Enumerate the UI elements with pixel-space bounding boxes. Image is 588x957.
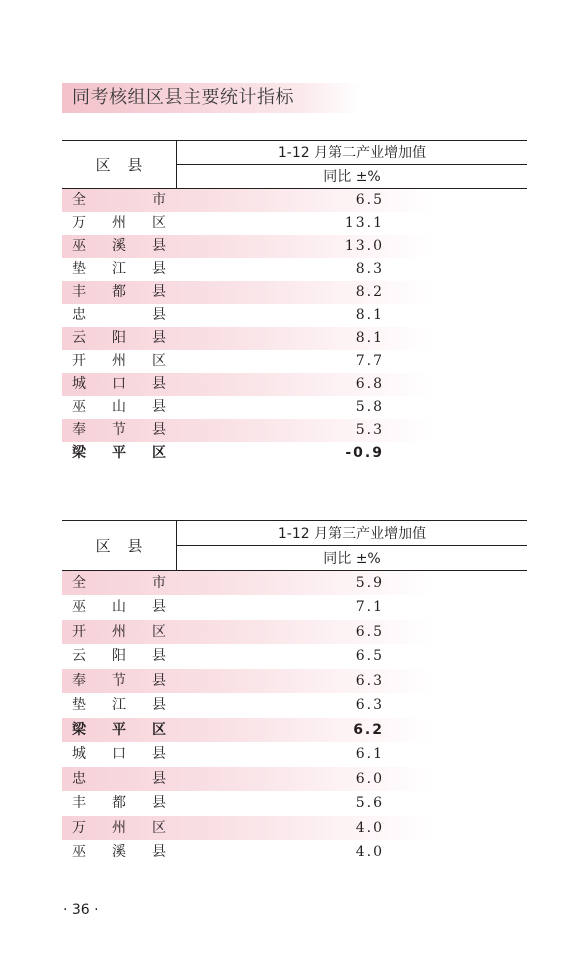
growth-rate-value: 8.1 xyxy=(355,306,384,323)
district-name: 巫 溪 县 xyxy=(72,844,166,860)
growth-rate-value: 6.2 xyxy=(353,721,384,738)
growth-rate-value: 4.0 xyxy=(355,844,384,860)
district-name: 丰 都 县 xyxy=(72,283,166,300)
secondary-industry-table xyxy=(62,140,527,465)
table-row xyxy=(62,350,527,373)
growth-rate-value: 4.0 xyxy=(355,819,384,836)
table-row xyxy=(62,693,527,718)
district-name: 奉 节 县 xyxy=(72,672,166,689)
district-name: 全 市 xyxy=(72,191,166,208)
unit-column-header: 同比 ±% xyxy=(323,550,381,567)
metric-header-group xyxy=(177,521,527,570)
district-name: 万 州 区 xyxy=(72,819,166,836)
district-name: 巫 溪 县 xyxy=(72,237,166,254)
growth-rate-value: 6.3 xyxy=(355,697,384,713)
table-row xyxy=(62,791,527,816)
table-row xyxy=(62,373,527,396)
district-name: 云 阳 县 xyxy=(72,648,166,664)
growth-rate-value: 5.3 xyxy=(355,421,384,438)
table-header xyxy=(62,520,527,571)
table-row xyxy=(62,767,527,792)
growth-rate-value: 8.2 xyxy=(355,283,384,300)
growth-rate-value: 13.0 xyxy=(344,237,384,254)
district-name: 丰 都 县 xyxy=(72,795,166,811)
district-name: 全 市 xyxy=(72,574,166,591)
district-name: 巫 山 县 xyxy=(72,599,166,615)
table-header xyxy=(62,140,527,189)
table-row xyxy=(62,304,527,327)
table-row xyxy=(62,669,527,694)
metric-column-header: 1-12 月第三产业增加值 xyxy=(177,521,527,546)
table-row xyxy=(62,419,527,442)
growth-rate-value: 5.9 xyxy=(355,574,384,591)
growth-rate-value: 5.6 xyxy=(355,795,384,811)
table-row xyxy=(62,258,527,281)
growth-rate-value: 8.1 xyxy=(355,329,384,346)
district-name: 忠 县 xyxy=(72,770,166,787)
district-name: 垫 江 县 xyxy=(72,260,166,277)
table-body xyxy=(62,189,527,465)
table-row xyxy=(62,742,527,767)
section-title-band xyxy=(62,83,360,113)
table-row xyxy=(62,396,527,419)
district-name: 垫 江 县 xyxy=(72,697,166,713)
unit-column-header: 同比 ±% xyxy=(323,169,381,186)
table-row xyxy=(62,571,527,596)
section-title: 同考核组区县主要统计指标 xyxy=(72,87,294,108)
metric-header-group xyxy=(177,141,527,188)
table-row xyxy=(62,189,527,212)
table-row xyxy=(62,281,527,304)
table-row xyxy=(62,442,527,465)
district-name: 开 州 区 xyxy=(72,623,166,640)
growth-rate-value: 5.8 xyxy=(355,398,384,415)
district-name: 巫 山 县 xyxy=(72,398,166,415)
metric-column-header: 1-12 月第二产业增加值 xyxy=(177,141,527,165)
region-column-header: 区 县 xyxy=(62,141,177,188)
growth-rate-value: 6.3 xyxy=(355,672,384,689)
table-row xyxy=(62,816,527,841)
district-name: 万 州 区 xyxy=(72,214,166,231)
district-name: 梁 平 区 xyxy=(72,721,166,738)
district-name: 开 州 区 xyxy=(72,352,166,369)
growth-rate-value: 8.3 xyxy=(355,260,384,277)
growth-rate-value: 7.1 xyxy=(355,599,384,615)
page-number: · 36 · xyxy=(63,902,99,918)
district-name: 忠 县 xyxy=(72,306,166,323)
district-name: 城 口 县 xyxy=(72,746,166,762)
table-row xyxy=(62,620,527,645)
district-name: 城 口 县 xyxy=(72,375,166,392)
table-row xyxy=(62,212,527,235)
growth-rate-value: 6.8 xyxy=(355,375,384,392)
growth-rate-value: 6.5 xyxy=(355,623,384,640)
region-column-header: 区 县 xyxy=(62,521,177,570)
growth-rate-value: 6.5 xyxy=(355,648,384,664)
table-row xyxy=(62,235,527,258)
table-row xyxy=(62,840,527,865)
table-row xyxy=(62,644,527,669)
growth-rate-value: 6.5 xyxy=(355,191,384,208)
tertiary-industry-table xyxy=(62,520,527,865)
growth-rate-value: 13.1 xyxy=(344,214,384,231)
district-name: 梁 平 区 xyxy=(72,444,166,461)
table-row xyxy=(62,595,527,620)
table-body xyxy=(62,571,527,865)
district-name: 云 阳 县 xyxy=(72,329,166,346)
growth-rate-value: 6.0 xyxy=(355,770,384,787)
growth-rate-value: -0.9 xyxy=(345,444,384,461)
table-row xyxy=(62,327,527,350)
growth-rate-value: 6.1 xyxy=(355,746,384,762)
table-row xyxy=(62,718,527,743)
growth-rate-value: 7.7 xyxy=(355,352,384,369)
district-name: 奉 节 县 xyxy=(72,421,166,438)
